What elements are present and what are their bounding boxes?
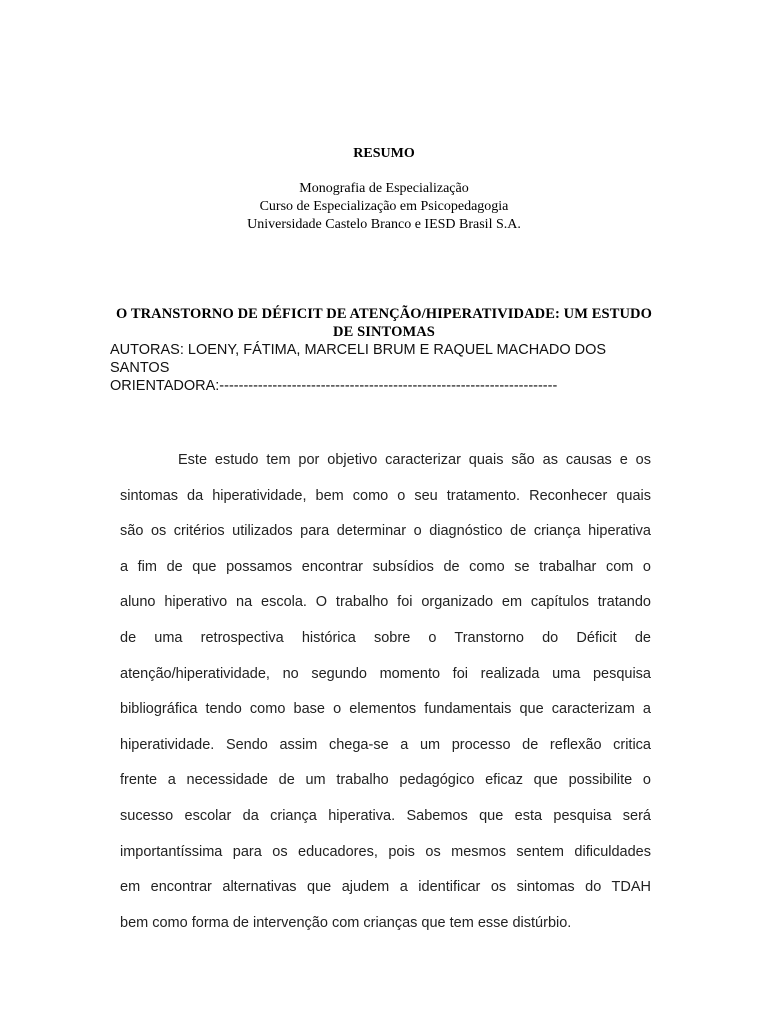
course-info-line: Monografia de Especialização	[299, 181, 469, 196]
abstract-line: a fim de que possamos encontrar subsídios de como se trabalhar com o	[120, 558, 651, 575]
authors-line: AUTORAS: LOENY, FÁTIMA, MARCELI BRUM E RAQUEL MACHADO DOS	[110, 342, 607, 358]
abstract-line: de uma retrospectiva histórica sobre o Transtorno do Déficit de	[120, 629, 651, 646]
course-info-line: Curso de Especialização em Psicopedagogia	[259, 199, 509, 214]
abstract-line: hiperatividade. Sendo assim chega-se a um processo de reflexão critica	[120, 736, 651, 753]
document-title: O TRANSTORNO DE DÉFICIT DE ATENÇÃO/HIPERATIVIDADE: UM ESTUDO DE SINTOMAS	[115, 306, 652, 340]
abstract-line: em encontrar alternativas que ajudem a identificar os sintomas do TDAH	[120, 879, 651, 896]
abstract-line: Este estudo tem por objetivo caracterizar quais são as causas e os	[178, 452, 651, 468]
abstract-line: sucesso escolar da criança hiperativa. Sabemos que esta pesquisa será	[120, 807, 651, 824]
credits-block	[110, 341, 670, 395]
resumo-heading: RESUMO	[353, 146, 415, 161]
abstract-line: bem como forma de intervenção com crianças que tem esse distúrbio.	[120, 914, 572, 931]
advisor-line: ORIENTADORA:----------------------------------------------------------------------	[110, 378, 558, 394]
abstract-line: aluno hiperativo na escola. O trabalho foi organizado em capítulos tratando	[120, 594, 651, 611]
abstract-body	[120, 443, 651, 941]
course-info-block	[0, 180, 768, 234]
abstract-line: são os critérios utilizados para determinar o diagnóstico de criança hiperativa	[120, 523, 651, 540]
abstract-line: frente a necessidade de um trabalho pedagógico eficaz que possibilite o	[120, 772, 651, 789]
abstract-line: importantíssima para os educadores, pois os mesmos sentem dificuldades	[120, 843, 651, 860]
course-info-line: Universidade Castelo Branco e IESD Brasil S.A.	[247, 217, 521, 232]
abstract-line: sintomas da hiperatividade, bem como o seu tratamento. Reconhecer quais	[120, 487, 651, 504]
authors-line-continued: SANTOS	[110, 360, 170, 376]
abstract-line: atenção/hiperatividade, no segundo momento foi realizada uma pesquisa	[120, 665, 651, 682]
abstract-line: bibliográfica tendo como base o elementos fundamentais que caracterizam a	[120, 701, 651, 718]
